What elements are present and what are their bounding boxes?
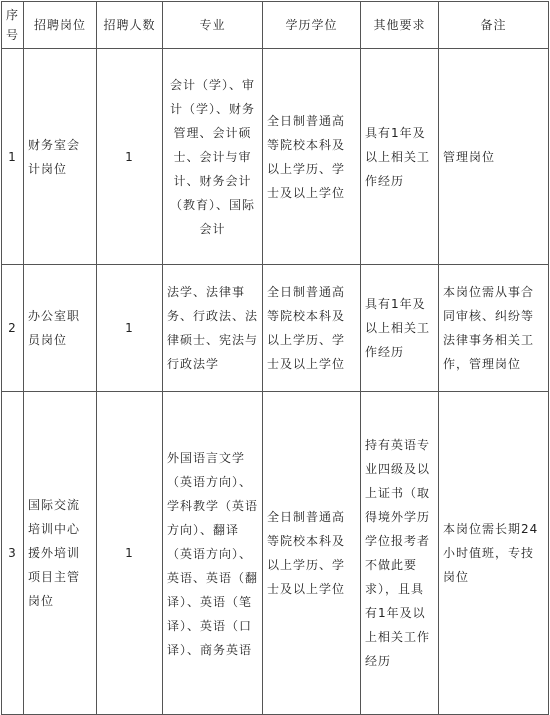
table-row <box>2 265 549 392</box>
recruitment-table <box>1 1 549 715</box>
cell-no: 3 <box>2 392 24 715</box>
cell-other: 持有英语专业四级及以上证书（取得境外学历学位报考者不做此要求），且具有1年及以上相关工作经历 <box>361 392 439 715</box>
cell-degree: 全日制普通高等院校本科及以上学历、学士及以上学位 <box>263 49 361 265</box>
table-row <box>2 49 549 265</box>
cell-other: 具有1年及以上相关工作经历 <box>361 265 439 392</box>
header-note: 备注 <box>439 2 549 49</box>
cell-count: 1 <box>97 49 163 265</box>
cell-major: 会计（学）、审计（学）、财务管理、会计硕士、会计与审计、财务会计（教育）、国际会计 <box>163 49 263 265</box>
header-major: 专业 <box>163 2 263 49</box>
cell-degree: 全日制普通高等院校本科及以上学历、学士及以上学位 <box>263 392 361 715</box>
table-row <box>2 392 549 715</box>
cell-major: 外国语言文学（英语方向）、学科教学（英语方向）、翻译（英语方向）、英语、英语（翻译）、英语（笔译）、英语（口译）、商务英语 <box>163 392 263 715</box>
header-position: 招聘岗位 <box>24 2 97 49</box>
cell-position: 办公室职员岗位 <box>24 265 97 392</box>
cell-no: 1 <box>2 49 24 265</box>
cell-position: 国际交流培训中心援外培训项目主管岗位 <box>24 392 97 715</box>
cell-note: 本岗位需长期24小时值班，专技岗位 <box>439 392 549 715</box>
cell-major: 法学、法律事务、行政法、法律硕士、宪法与行政法学 <box>163 265 263 392</box>
cell-other: 具有1年及以上相关工作经历 <box>361 49 439 265</box>
table-header-row <box>2 2 549 49</box>
header-other: 其他要求 <box>361 2 439 49</box>
header-no: 序号 <box>2 2 24 49</box>
header-count: 招聘人数 <box>97 2 163 49</box>
cell-position: 财务室会计岗位 <box>24 49 97 265</box>
cell-degree: 全日制普通高等院校本科及以上学历、学士及以上学位 <box>263 265 361 392</box>
cell-note: 本岗位需从事合同审核、纠纷等法律事务相关工作，管理岗位 <box>439 265 549 392</box>
cell-count: 1 <box>97 392 163 715</box>
header-degree: 学历学位 <box>263 2 361 49</box>
cell-note: 管理岗位 <box>439 49 549 265</box>
cell-no: 2 <box>2 265 24 392</box>
cell-count: 1 <box>97 265 163 392</box>
